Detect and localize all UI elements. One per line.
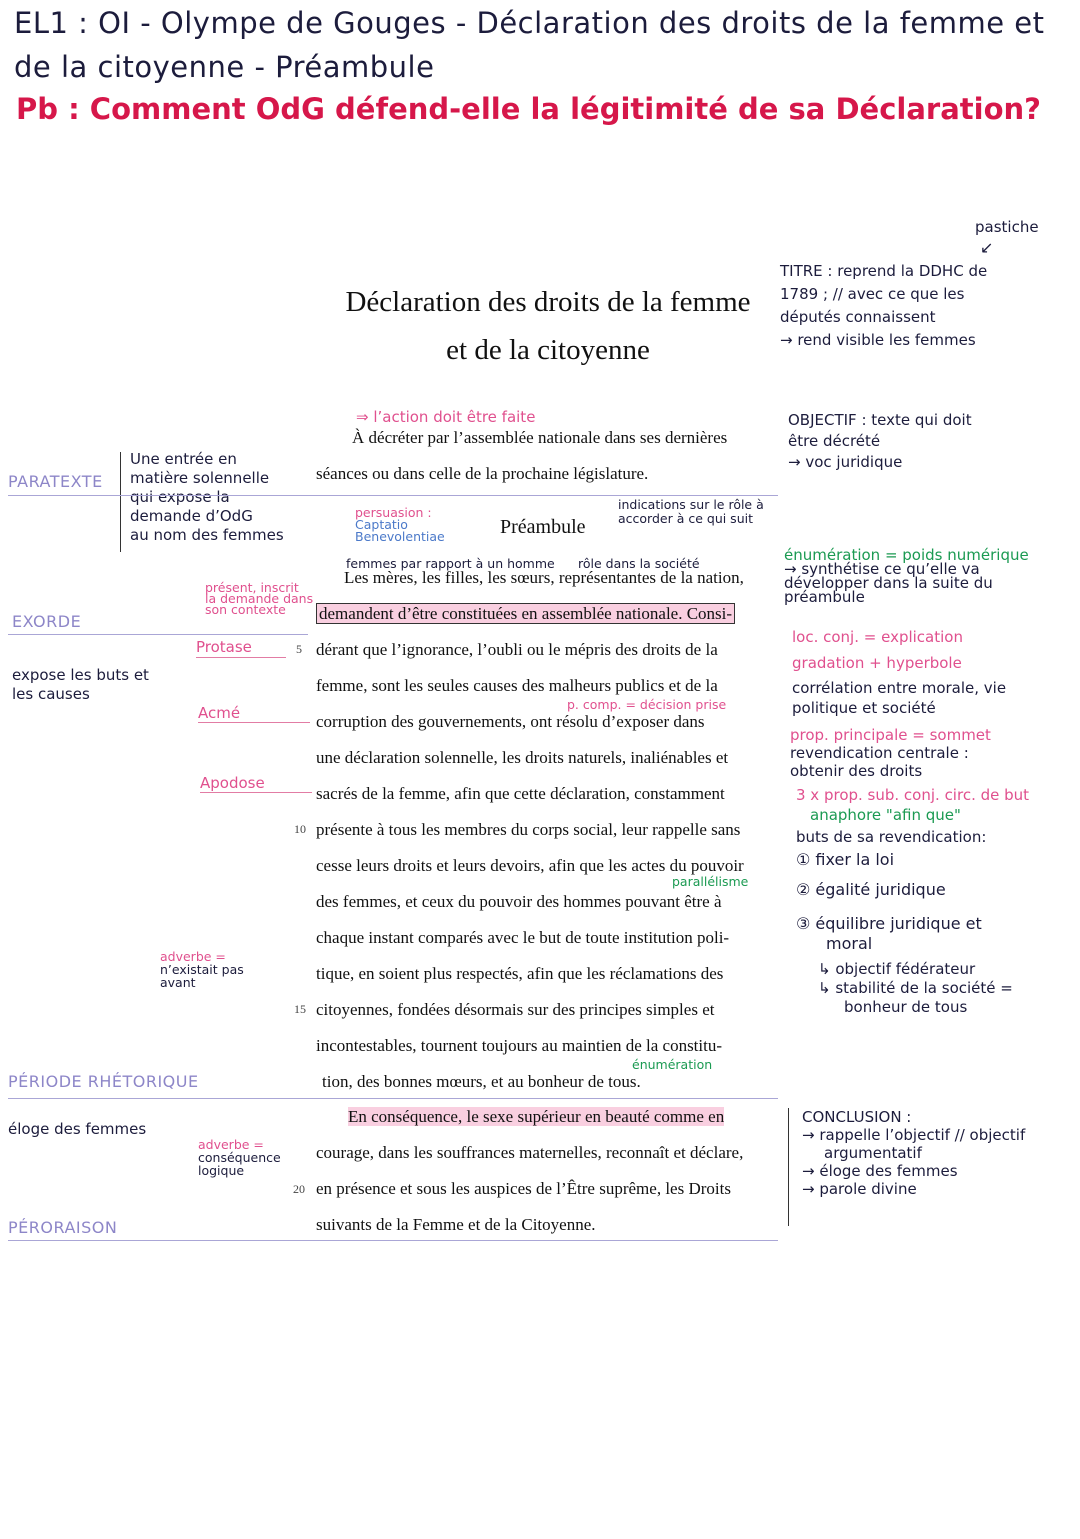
doc-title-line2: et de la citoyenne [446, 334, 650, 366]
role-societe-note: rôle dans la société [578, 556, 700, 571]
prop-principale-note: prop. principale = sommet revendication centrale : obtenir des droits [790, 726, 991, 780]
paratexte-note: Une entrée en matière solennelle qui expose la demande d’OdG au nom des femmes [130, 450, 284, 544]
body-line-8: présente à tous les membres du corps social, leur rappelle sans [316, 820, 741, 839]
adverbe2-note: adverbe = conséquence logique [198, 1137, 281, 1178]
protase-label: Protase [196, 638, 252, 656]
enum-note: énumération = poids numérique → synthétise ce qu’elle va développer dans la suite du préambule [784, 546, 1029, 606]
line-number-15: 15 [294, 1002, 306, 1016]
body-line-15: tion, des bonnes mœurs, et au bonheur de tous. [322, 1072, 641, 1091]
paratexte-label: PARATEXTE [8, 472, 103, 491]
eloge-note: éloge des femmes [8, 1120, 147, 1138]
apodose-label: Apodose [200, 774, 265, 792]
persuasion-note: persuasion : Captatio Benevolentiae [355, 505, 445, 544]
exorde-note: expose les buts et les causes [12, 666, 149, 703]
pastiche-note: pastiche [975, 218, 1039, 236]
line-number-10: 10 [294, 822, 306, 836]
header-line2: de la citoyenne - Préambule [14, 50, 435, 84]
body-line-10: des femmes, et ceux du pouvoir des hommes pouvant être à [316, 892, 722, 911]
goal-3: ③ équilibre juridique et moral [796, 914, 982, 953]
indications-note: indications sur le rôle à accorder à ce qui suit [618, 497, 764, 526]
body-line-3: dérant que l’ignorance, l’oubli ou le mépris des droits de la [316, 640, 718, 659]
exorde-label: EXORDE [12, 612, 82, 631]
body-line-11: chaque instant comparés avec le but de toute institution poli- [316, 928, 730, 947]
correlation-note: corrélation entre morale, vie politique et société [792, 679, 1007, 717]
body-line-9: cesse leurs droits et leurs devoirs, afin que les actes du pouvoir [316, 856, 744, 875]
problem-statement: Pb : Comment OdG défend-elle la légitimité de sa Déclaration? [16, 92, 1041, 126]
acme-label: Acmé [198, 704, 241, 722]
arrow-down-icon: ↙ [980, 238, 994, 257]
conclusion-line-1: En conséquence, le sexe supérieur en beauté comme en [348, 1107, 725, 1126]
objectif-note: OBJECTIF : texte qui doit être décrété → voc juridique [788, 411, 972, 471]
line-number-20: 20 [293, 1182, 305, 1196]
goal-sub-note: ↳ objectif fédérateur ↳ stabilité de la société = bonheur de tous [818, 960, 1013, 1016]
femmes-rapport-note: femmes par rapport à un homme [346, 556, 555, 571]
peroraison-label: PÉRORAISON [8, 1218, 118, 1237]
adverbe-note: adverbe = n’existait pas avant [160, 949, 244, 990]
pcomp-note: p. comp. = décision prise [567, 697, 727, 712]
header-line1: EL1 : OI - Olympe de Gouges - Déclaration des droits de la femme et [14, 6, 1045, 40]
body-line-6: une déclaration solennelle, les droits naturels, inaliénables et [316, 748, 729, 767]
conclusion-line-2: courage, dans les souffrances maternelles, reconnaît et déclare, [316, 1143, 744, 1162]
line-number-5: 5 [296, 642, 302, 656]
loc-conj-note: loc. conj. = explication [792, 628, 963, 646]
body-line-4: femme, sont les seules causes des malheurs publics et de la [316, 676, 718, 695]
conclusion-line-3: en présence et sous les auspices de l’Être suprême, les Droits [316, 1179, 731, 1198]
body-line-2: demandent d’être constituées en assemblée nationale. Consi- [316, 604, 735, 624]
present-note: présent, inscrit la demande dans son contexte [205, 580, 314, 617]
titre-note: TITRE : reprend la DDHC de 1789 ; // avec ce que les députés connaissent → rend visible les femmes [780, 262, 988, 349]
doc-title-line1: Déclaration des droits de la femme [345, 286, 751, 318]
buts-note: buts de sa revendication: [796, 828, 987, 846]
parallelisme-note: parallélisme [672, 874, 749, 889]
body-line-13: citoyennes, fondées désormais sur des principes simples et [316, 1000, 715, 1019]
decree-line1: À décréter par l’assemblée nationale dans ses dernières [352, 428, 728, 447]
enumeration-inline-note: énumération [632, 1057, 713, 1072]
decree-line2: séances ou dans celle de la prochaine législature. [316, 464, 649, 483]
anaphore-note: anaphore "afin que" [810, 806, 961, 824]
body-line-1: Les mères, les filles, les sœurs, représentantes de la nation, [344, 568, 744, 587]
goal-2: ② égalité juridique [796, 880, 946, 899]
body-line-14: incontestables, tournent toujours au maintien de la constitu- [316, 1036, 723, 1055]
body-line-7: sacrés de la femme, afin que cette déclaration, constamment [316, 784, 725, 803]
periode-label: PÉRIODE RHÉTORIQUE [8, 1072, 199, 1091]
body-line-12: tique, en soient plus respectés, afin que les réclamations des [316, 964, 724, 983]
gradation-note: gradation + hyperbole [792, 654, 962, 672]
preamble-heading: Préambule [500, 516, 586, 538]
sub-conj-note: 3 x prop. sub. conj. circ. de but [796, 786, 1030, 804]
conclusion-line-4: suivants de la Femme et de la Citoyenne. [316, 1215, 596, 1234]
body-line-5: corruption des gouvernements, ont résolu d’exposer dans [316, 712, 705, 731]
goal-1: ① fixer la loi [796, 850, 895, 869]
conclusion-note: CONCLUSION : → rappelle l’objectif // objectif argumentatif → éloge des femmes → parole divine [802, 1108, 1026, 1198]
action-note: ⇒ l’action doit être faite [356, 408, 536, 426]
